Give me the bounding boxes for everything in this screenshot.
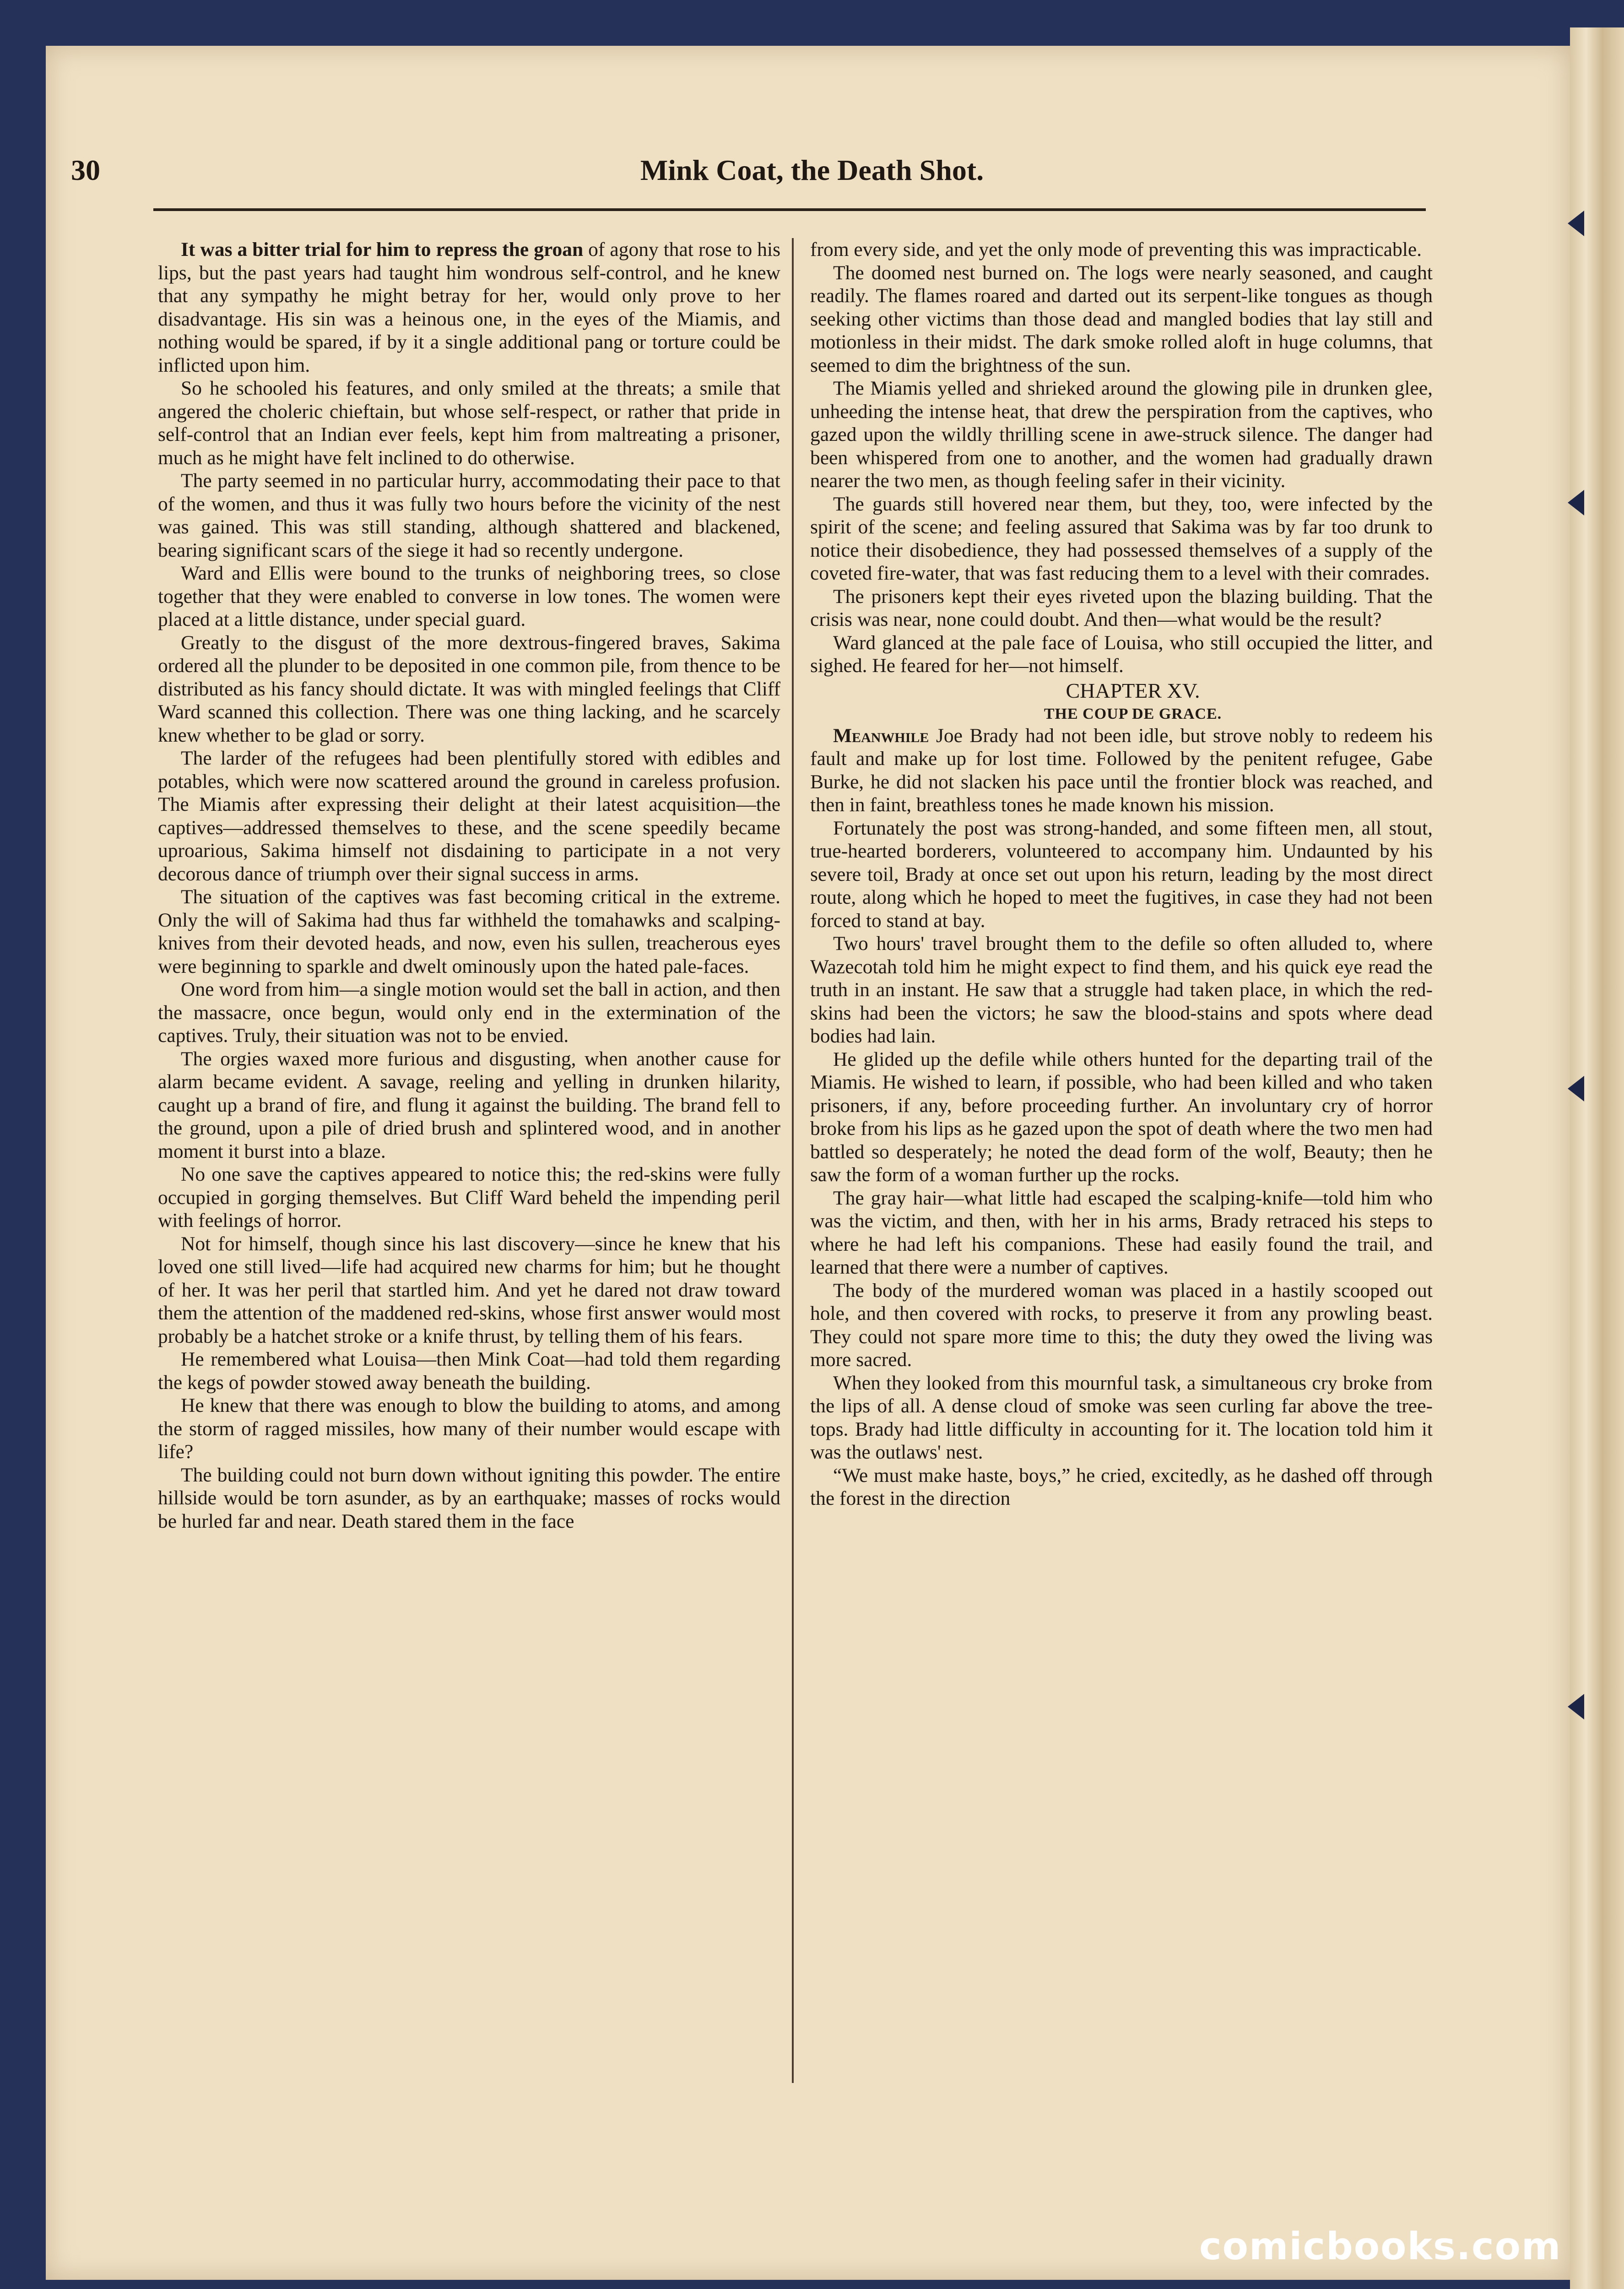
paragraph-text: The orgies waxed more furious and disgusting, when another cause for alarm became evident. A savage, reeling and yelling in drunken hilarity, caught up a brand of fire, and flung it against the building. The brand fell to the ground, upon a pile of dried brush and splintered wood, and in another moment it burst into a blaze.	[158, 1047, 780, 1162]
book-spine-edge	[1570, 27, 1624, 2289]
paragraph-text: from every side, and yet the only mode of preventing this was impracticable.	[810, 239, 1422, 260]
paragraph-text: He knew that there was enough to blow the building to atoms, and among the storm of ragged missiles, how many of their number would escape with life?	[158, 1394, 780, 1463]
paragraph-text: Greatly to the disgust of the more dextrous-fingered braves, Sakima ordered all the plunder to be deposited in one common pile, from thence to be distributed as his fancy should dictate. It was with mingled feelings that Cliff Ward scanned this collection. There was one thing lacking, and he scarcely knew whether to be glad or sorry.	[158, 631, 780, 746]
paragraph	[810, 1372, 1433, 1464]
paragraph	[810, 238, 1433, 261]
paragraph-text: The prisoners kept their eyes riveted upon the blazing building. That the crisis was near, none could doubt. And then—what would be the result?	[810, 585, 1433, 630]
right-column-text-after-chapter	[810, 724, 1433, 1510]
paragraph	[810, 377, 1433, 493]
paragraph	[810, 724, 1433, 817]
paragraph	[810, 631, 1433, 678]
paragraph-text: The guards still hovered near them, but they, too, were infected by the spirit of the scene; and feeling assured that Sakima was by far too drunk to notice their disobedience, they had possessed themselves of a supply of the coveted fire-water, that was fast reducing them to a level with their comrades.	[810, 493, 1433, 584]
right-column-text-before-chapter	[810, 238, 1433, 678]
paragraph-text: Ward and Ellis were bound to the trunks of neighboring trees, so close together that they were enabled to converse in low tones. The women were placed at a little distance, under special guard.	[158, 562, 780, 630]
paragraph	[158, 631, 780, 747]
watermark: comicbooks.com	[1199, 2225, 1562, 2268]
paragraph-text: The situation of the captives was fast becoming critical in the extreme. Only the will of Sakima had thus far withheld the tomahawks and scalping-knives from their devoted heads, and now, even his sullen, treacherous eyes were beginning to sparkle and dwelt ominously upon the hated pale-faces.	[158, 886, 780, 977]
paragraph	[158, 885, 780, 978]
paragraph-text: The larder of the refugees had been plentifully stored with edibles and potables, which were now scattered around the ground in careless profusion. The Miamis after expressing their delight at their latest acquisition—the captives—addressed themselves to these, and the scene speedily became uproarious, Sakima himself not disdaining to participate in a not very decorous dance of triumph over their signal success in arms.	[158, 747, 780, 885]
paragraph	[158, 1047, 780, 1163]
paragraph	[158, 1464, 780, 1533]
paragraph-text: The party seemed in no particular hurry, accommodating their pace to that of the women, and thus it was fully two hours before the vicinity of the nest was gained. This was still standing, although shattered and blackened, bearing significant scars of the siege it had so recently undergone.	[158, 470, 780, 561]
paragraph-text: When they looked from this mournful task, a simultaneous cry broke from the lips of all. A dense cloud of smoke was seen curling far above the tree-tops. Brady had little difficulty in accounting for it. The location told him it was the outlaws' nest.	[810, 1372, 1433, 1463]
paragraph-text: of agony that rose to his lips, but the past years had taught him wondrous self-control, and he knew that any sympathy he might betray for her, would only prove to her disadvantage. His sin was a heinous one, in the eyes of the Miamis, and nothing would be spared, if by it a single additional pang or torture could be inflicted upon him.	[158, 239, 781, 376]
paragraph-text: The gray hair—what little had escaped the scalping-knife—told him who was the victim, and then, with her in his arms, Brady retraced his steps to where he had left his companions. These had easily found the trail, and learned that there were a number of captives.	[810, 1187, 1433, 1278]
paragraph	[810, 261, 1433, 377]
paragraph-text: One word from him—a single motion would set the ball in action, and then the massacre, once begun, would only end in the extermination of the captives. Truly, their situation was not to be envied.	[158, 978, 780, 1047]
paragraph-text: The Miamis yelled and shrieked around the glowing pile in drunken glee, unheeding the intense heat, that drew the perspiration from the captives, who gazed upon the wildly thrilling scene in awe-struck silence. The danger had been whispered from one to another, and the women had gradually drawn nearer the two men, as though feeling safer in their vicinity.	[810, 377, 1433, 492]
paragraph	[158, 1348, 780, 1394]
paragraph-text: No one save the captives appeared to notice this; the red-skins were fully occupied in gorging themselves. But Cliff Ward beheld the impending peril with feelings of horror.	[158, 1163, 780, 1231]
paragraph	[158, 469, 780, 562]
chapter-subtitle: THE COUP DE GRACE.	[1044, 705, 1222, 722]
paragraph	[810, 1048, 1433, 1187]
running-title: Mink Coat, the Death Shot.	[640, 154, 984, 186]
paragraph-text: So he schooled his features, and only smiled at the threats; a smile that angered the choleric chieftain, but whose self-respect, or rather that pride in self-control that an Indian ever feels, kept him from maltreating a prisoner, much as he might have felt inclined to do otherwise.	[158, 377, 780, 469]
paragraph	[810, 493, 1433, 585]
paragraph	[158, 238, 780, 377]
paragraph	[158, 377, 780, 469]
paragraph-text: Two hours' travel brought them to the defile so often alluded to, where Wazecotah told him he might expect to find them, and his quick eye read the truth in an instant. He saw that a struggle had taken place, in which the red-skins had been the victors; he saw the blood-stains and spots where dead bodies had lain.	[810, 933, 1433, 1047]
paragraph-smallcaps-lead: Meanwhile	[833, 724, 929, 747]
paragraph	[158, 978, 780, 1047]
paragraph-text: Joe Brady had not been idle, but strove nobly to redeem his fault and make up for lost time. Followed by the penitent refugee, Gabe Burke, he did not slacken his pace until the frontier block was reached, and then in faint, breathless tones he made known his mission.	[810, 724, 1433, 816]
paragraph	[810, 817, 1433, 933]
paragraph-bold-lead: It was a bitter trial for him to repress the groan	[181, 239, 584, 260]
paragraph	[810, 1187, 1433, 1279]
paragraph-text: He remembered what Louisa—then Mink Coat—had told them regarding the kegs of powder stowed away beneath the building.	[158, 1348, 780, 1394]
paragraph	[810, 585, 1433, 631]
header-rule	[153, 208, 1426, 211]
paragraph-text: Not for himself, though since his last discovery—since he knew that his loved one still lived—life had acquired new charms for him; but he thought of her. It was her peril that startled him. And yet he dared not draw toward them the attention of the maddened red-skins, whose first answer would most probably be a hatchet stroke or a knife thrust, by telling them of his fears.	[158, 1232, 780, 1347]
paragraph-text: He glided up the defile while others hunted for the departing trail of the Miamis. He wished to learn, if possible, who had been killed and who taken prisoners, if any, before proceeding further. An involuntary cry of horror broke from his lips as he gazed upon the spot of death where the two men had battled so desperately; he noted the dead form of the wolf, Beauty; then he saw the form of a woman further up the rocks.	[810, 1048, 1433, 1186]
paragraph-text: The building could not burn down without igniting this powder. The entire hillside would be torn asunder, as by an earthquake; masses of rocks would be hurled far and near. Death stared them in the face	[158, 1464, 780, 1532]
paragraph-text: Fortunately the post was strong-handed, and some fifteen men, all stout, true-hearted borderers, volunteered to accompany him. Undaunted by his severe toil, Brady at once set out upon his return, leading by the most direct route, along which he hoped to meet the fugitives, in case they had not been forced to stand at bay.	[810, 817, 1433, 932]
right-column	[810, 238, 1433, 1510]
paragraph-text: “We must make haste, boys,” he cried, excitedly, as he dashed off through the forest in the direction	[810, 1464, 1433, 1509]
paragraph	[158, 747, 780, 885]
paragraph-text: Ward glanced at the pale face of Louisa, who still occupied the litter, and sighed. He feared for her—not himself.	[810, 631, 1433, 677]
paragraph	[810, 1464, 1433, 1510]
paragraph	[810, 1279, 1433, 1372]
chapter-title: CHAPTER XV.	[1066, 678, 1200, 702]
paragraph	[158, 1163, 780, 1232]
page-number: 30	[71, 154, 100, 186]
column-divider	[792, 238, 794, 2083]
paragraph-text: The doomed nest burned on. The logs were nearly seasoned, and caught readily. The flames roared and darted out its serpent-like tongues as though seeking other victims than those dead and mangled bodies that lay still and motionless in their midst. The dark smoke rolled aloft in huge columns, that seemed to dim the brightness of the sun.	[810, 261, 1433, 376]
paragraph	[158, 1232, 780, 1348]
paragraph	[158, 562, 780, 631]
paragraph	[158, 1394, 780, 1464]
left-column	[158, 238, 780, 1533]
paragraph-text: The body of the murdered woman was placed in a hastily scooped out hole, and then covered with rocks, to preserve it from any prowling beast. They could not spare more time to this; the duty they owed the living was more sacred.	[810, 1279, 1433, 1371]
paragraph	[810, 932, 1433, 1048]
